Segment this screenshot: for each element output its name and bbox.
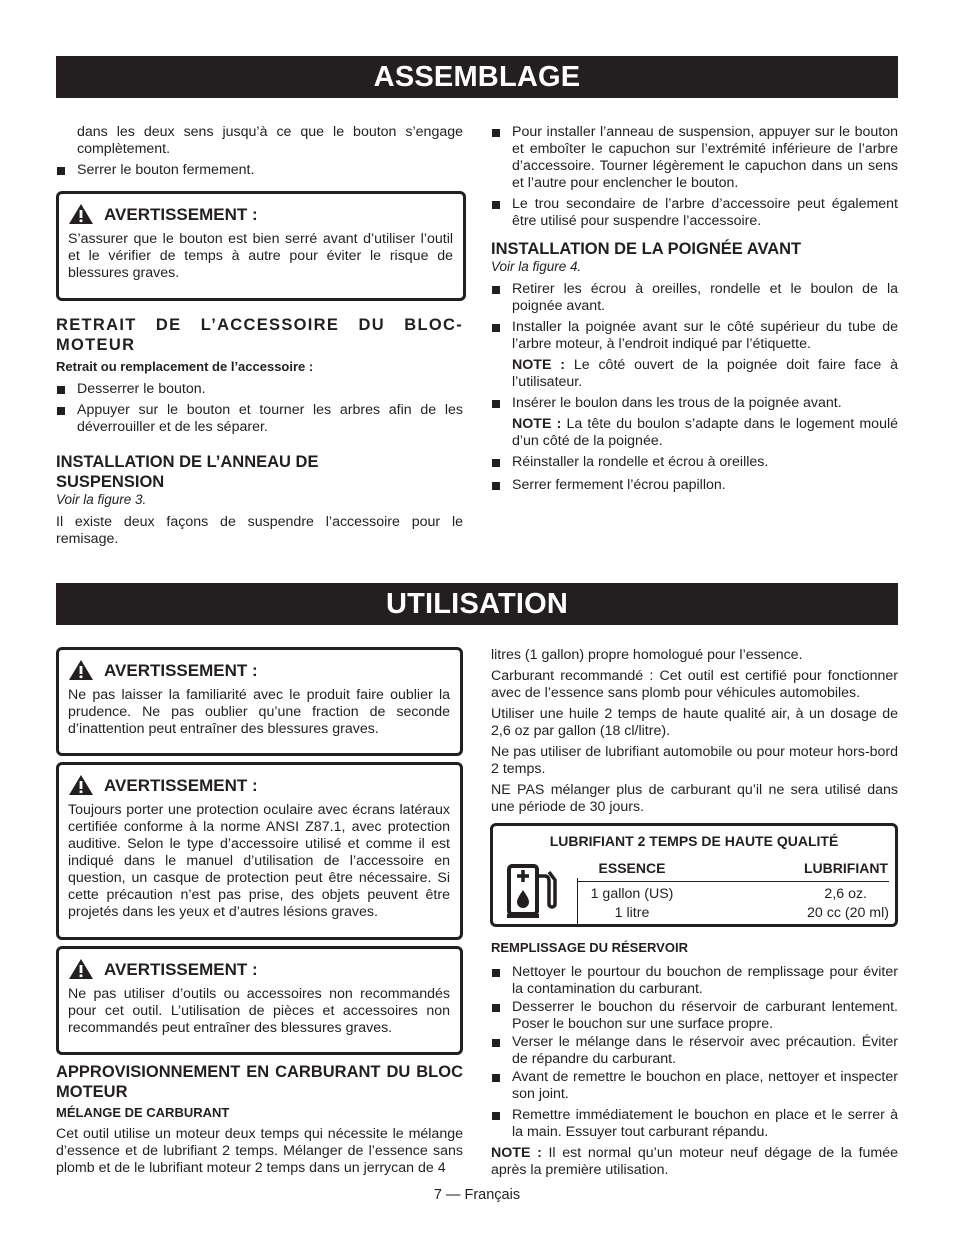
carburant-heading: APPROVISIONNEMENT EN CARBURANT DU BLOC MOTEUR bbox=[56, 1063, 463, 1101]
para-huile: Utiliser une huile 2 temps de haute qualité air, à un dosage de 2,6 oz par gallon (18 cl/litre). bbox=[491, 706, 898, 739]
warning-box-bouton bbox=[56, 191, 466, 301]
retrait-subheading: Retrait ou remplacement de l’accessoire : bbox=[56, 359, 314, 374]
reservoir-bullet-2: Desserrer le bouchon du réservoir de carburant lentement. Poser le bouchon sur une surface propre. bbox=[491, 999, 898, 1033]
note-label: NOTE : bbox=[491, 1145, 542, 1161]
fuel-table-header bbox=[577, 860, 889, 882]
utilisation-right-column bbox=[491, 647, 898, 816]
note-text: Le côté ouvert de la poignée doit faire face à l’utilisateur. bbox=[512, 357, 898, 390]
poignee-bullet-5: Serrer fermement l’écrou papillon. bbox=[491, 477, 898, 494]
retrait-bullet-2: Appuyer sur le bouton et tourner les arbres afin de les déverrouiller et de les séparer. bbox=[56, 402, 463, 436]
col-essence: ESSENCE bbox=[598, 860, 666, 876]
warning-text: S’assurer que le bouton est bien serré avant d’utiliser l’outil et le vérifier de temps à autre pour éviter le risque de blessures graves. bbox=[68, 231, 453, 281]
note-label: NOTE : bbox=[512, 357, 565, 373]
poignee-note-2 bbox=[491, 416, 898, 450]
continued-text: dans les deux sens jusqu’à ce que le bouton s’engage complètement. bbox=[77, 124, 463, 157]
warning-triangle-icon bbox=[68, 958, 94, 980]
carburant-text: Cet outil utilise un moteur deux temps qui nécessite le mélange d’essence et de lubrifiant 2 temps. Mélanger de l’essence sans plomb et de le lubrifiant moteur 2 temps dans un jerrycan de 4 bbox=[56, 1126, 463, 1176]
poignee-note-1 bbox=[491, 357, 898, 391]
table-divider bbox=[577, 878, 578, 924]
reservoir-bullet-5: Remettre immédiatement le bouchon en place et le serrer à la main. Essuyer tout carburant répandu. bbox=[491, 1107, 898, 1141]
poignee-bullet-4: Réinstaller la rondelle et écrou à oreilles. bbox=[491, 454, 898, 471]
anneau-bullet-2: Le trou secondaire de l’arbre d’accessoire peut également être utilisé pour suspendre l’accessoire. bbox=[491, 196, 898, 230]
bullet-serrer-bouton: Serrer le bouton fermement. bbox=[56, 162, 463, 179]
retrait-section bbox=[56, 315, 463, 440]
note-label: NOTE : bbox=[512, 416, 562, 432]
para-jerrycan-cont: litres (1 gallon) propre homologué pour l’essence. bbox=[491, 647, 803, 663]
warning-title: AVERTISSEMENT : bbox=[104, 204, 258, 224]
warning-box-protection bbox=[56, 762, 463, 940]
anneau-heading: INSTALLATION DE L’ANNEAU DE SUSPENSION bbox=[56, 453, 319, 491]
reservoir-bullet-4: Avant de remettre le bouchon en place, nettoyer et inspecter son joint. bbox=[491, 1069, 898, 1103]
reservoir-section bbox=[491, 940, 898, 1179]
warning-box-accessoires bbox=[56, 946, 463, 1055]
assemblage-right-column bbox=[491, 124, 898, 498]
poignee-bullet-3: Insérer le boulon dans les trous de la poignée avant. bbox=[491, 395, 898, 412]
poignee-bullet-2: Installer la poignée avant sur le côté supérieur du tube de l’arbre moteur, à l’endroit indiqué par l’étiquette. bbox=[491, 319, 898, 353]
anneau-section bbox=[56, 452, 463, 548]
poignee-figure-ref: Voir la figure 4. bbox=[491, 259, 582, 274]
cell-essence: 1 litre bbox=[614, 905, 650, 921]
note-text: Il est normal qu’un moteur neuf dégage de la fumée après la première utilisation. bbox=[491, 1145, 898, 1178]
page-footer: 7 — Français bbox=[433, 1187, 521, 1203]
retrait-bullet-1: Desserrer le bouton. bbox=[56, 381, 463, 398]
cell-lubrifiant: 20 cc (20 ml) bbox=[807, 905, 889, 921]
warning-box-familiarite bbox=[56, 647, 463, 756]
warning-title: AVERTISSEMENT : bbox=[104, 660, 258, 680]
reservoir-note bbox=[491, 1145, 898, 1179]
anneau-figure-ref: Voir la figure 3. bbox=[56, 492, 147, 507]
para-lubrifiant-auto: Ne pas utiliser de lubrifiant automobile ou pour moteur hors-bord 2 temps. bbox=[491, 744, 898, 777]
assemblage-left-column bbox=[56, 124, 463, 183]
warning-title: AVERTISSEMENT : bbox=[104, 775, 258, 795]
utilisation-section-title: UTILISATION bbox=[56, 583, 898, 625]
assemblage-section-title: ASSEMBLAGE bbox=[56, 56, 898, 98]
warning-triangle-icon bbox=[68, 203, 94, 225]
anneau-text: Il existe deux façons de suspendre l’accessoire pour le remisage. bbox=[56, 514, 463, 547]
warning-text: Ne pas laisser la familiarité avec le produit faire oublier la prudence. Ne pas oublier qu’une fraction de seconde d’inattention peut entraîner des blessures graves. bbox=[68, 687, 450, 737]
fuel-mix-table bbox=[490, 823, 898, 927]
para-ne-pas-melanger: NE PAS mélanger plus de carburant qu’il ne sera utilisé dans une période de 30 jours. bbox=[491, 782, 898, 815]
melange-subheading: MÉLANGE DE CARBURANT bbox=[56, 1105, 230, 1120]
fuel-table-row bbox=[577, 886, 889, 903]
cell-essence: 1 gallon (US) bbox=[590, 886, 674, 902]
warning-triangle-icon bbox=[68, 774, 94, 796]
reservoir-bullet-1: Nettoyer le pourtour du bouchon de remplissage pour éviter la contamination du carburant. bbox=[491, 964, 898, 998]
retrait-heading: RETRAIT DE L’ACCESSOIRE DU BLOC-MOTEUR bbox=[56, 316, 463, 354]
reservoir-bullet-3: Verser le mélange dans le réservoir avec précaution. Éviter de répandre du carburant. bbox=[491, 1034, 898, 1068]
carburant-section bbox=[56, 1062, 463, 1177]
col-lubrifiant: LUBRIFIANT bbox=[804, 860, 888, 876]
poignee-heading: INSTALLATION DE LA POIGNÉE AVANT bbox=[491, 240, 802, 258]
fuel-table-row bbox=[577, 905, 889, 922]
note-text: La tête du boulon s’adapte dans le logement moulé d’un côté de la poignée. bbox=[512, 416, 898, 449]
warning-text: Ne pas utiliser d’outils ou accessoires non recommandés pour cet outil. L’utilisation de pièces et accessoires non recommandés peut entraîner des blessures graves. bbox=[68, 986, 450, 1036]
anneau-bullet-1: Pour installer l’anneau de suspension, appuyer sur le bouton et emboîter le capuchon sur l’extrémité inférieure de l’arbre d’accessoire. Tourner légèrement le capuchon dans un sens et l’autre pour enclencher le bouton. bbox=[491, 124, 898, 192]
warning-text: Toujours porter une protection oculaire avec écrans latéraux certifiée conforme à la norme ANSI Z87.1, avec protection auditive. Selon le type d’accessoire utilisé et comme il est indiqué dans le manuel d’utilisation de l’accessoire en question, un casque de protection peut être nécessaire. Si cette précaution n’est pas prise, des objets peuvent être projetés dans les yeux et d’autres lésions graves. bbox=[68, 802, 450, 920]
fuel-table-title: LUBRIFIANT 2 TEMPS DE HAUTE QUALITÉ bbox=[549, 833, 839, 849]
reservoir-heading: REMPLISSAGE DU RÉSERVOIR bbox=[491, 940, 688, 955]
warning-title: AVERTISSEMENT : bbox=[104, 959, 258, 979]
para-carburant-recommande: Carburant recommandé : Cet outil est certifié pour fonctionner avec de l’essence sans plomb pour véhicules automobiles. bbox=[491, 668, 898, 701]
poignee-bullet-1: Retirer les écrou à oreilles, rondelle et le boulon de la poignée avant. bbox=[491, 281, 898, 315]
warning-triangle-icon bbox=[68, 659, 94, 681]
fuel-pump-icon bbox=[505, 860, 565, 920]
fuel-table-grid bbox=[577, 860, 889, 922]
cell-lubrifiant: 2,6 oz. bbox=[824, 886, 867, 902]
